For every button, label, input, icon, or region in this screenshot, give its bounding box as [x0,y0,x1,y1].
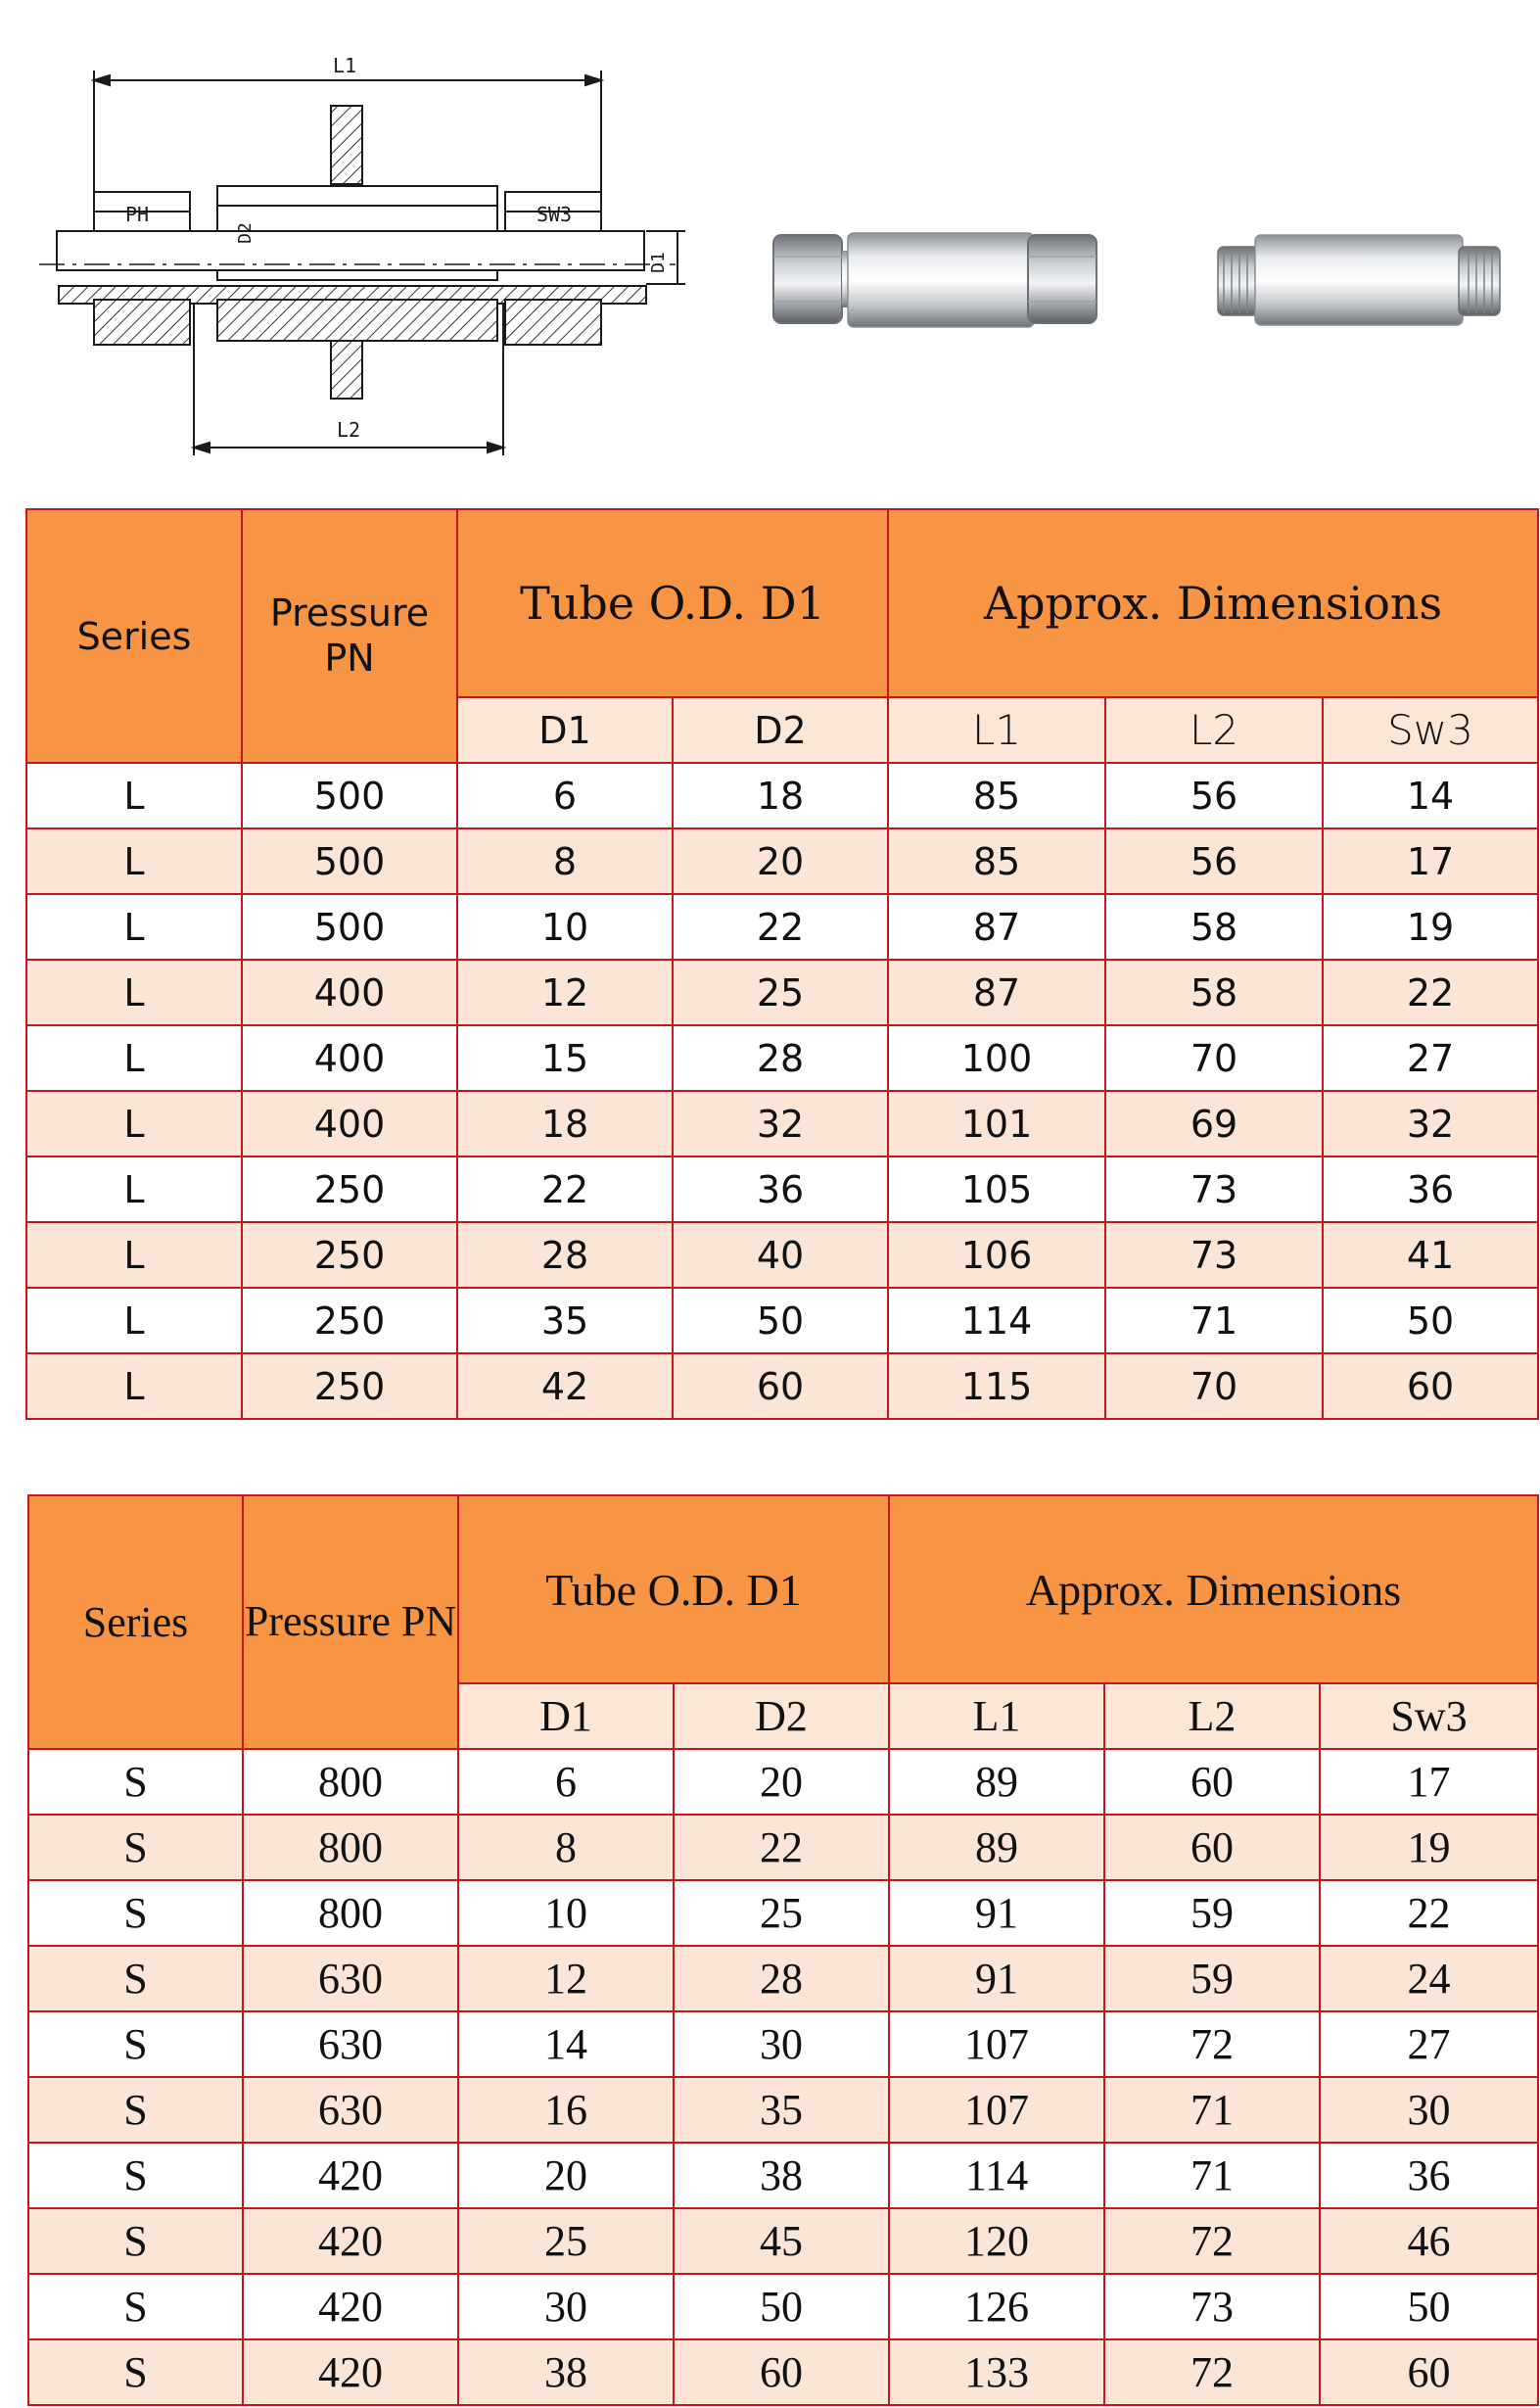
cell-l1: 87 [888,894,1105,960]
cell-l1: 105 [888,1157,1105,1222]
cell-l2: 72 [1104,2011,1320,2077]
header-series: Series [26,509,242,763]
cell-d1: 6 [457,763,673,828]
cell-sw3: 36 [1323,1157,1538,1222]
cell-series: L [26,1025,242,1091]
cell-l2: 69 [1105,1091,1323,1157]
cell-series: L [26,763,242,828]
table-row [28,1880,1538,1946]
table-row [28,2077,1538,2143]
subheader-d2: D2 [673,697,888,763]
cell-d1: 22 [457,1157,673,1222]
cell-l2: 56 [1105,828,1323,894]
cell-l2: 70 [1105,1025,1323,1091]
cell-pressure: 400 [242,1025,457,1091]
cell-sw3: 17 [1320,1749,1538,1815]
photo-fitting-with-nuts [773,233,1097,327]
cell-pressure: 250 [242,1288,457,1353]
table-row [28,2011,1538,2077]
cell-d1: 6 [458,1749,674,1815]
cell-l2: 72 [1104,2208,1320,2274]
cell-series: S [28,2077,243,2143]
cell-l1: 107 [889,2077,1104,2143]
cell-series: L [26,1288,242,1353]
subheader-l2: L2 [1105,697,1323,763]
product-figures [0,0,1540,480]
table-row [26,1353,1538,1419]
cell-l2: 71 [1105,1288,1323,1353]
cell-d2: 25 [674,1880,889,1946]
cell-sw3: 22 [1320,1880,1538,1946]
cell-l2: 60 [1104,1815,1320,1880]
cell-d2: 32 [673,1091,888,1157]
cell-series: L [26,1091,242,1157]
cell-sw3: 22 [1323,960,1538,1025]
header-pressure [242,509,457,763]
photo-threaded-body [1218,235,1500,325]
cell-sw3: 60 [1320,2339,1538,2405]
cell-sw3: 50 [1320,2274,1538,2339]
cell-l1: 85 [888,763,1105,828]
d1-label: D1 [648,252,669,273]
cell-pressure: 630 [243,2011,458,2077]
cell-l2: 60 [1104,1749,1320,1815]
cell-pressure: 250 [242,1157,457,1222]
cell-sw3: 24 [1320,1946,1538,2011]
cell-pressure: 400 [242,1091,457,1157]
cell-pressure: 800 [243,1815,458,1880]
cell-d2: 22 [674,1815,889,1880]
cell-sw3: 19 [1323,894,1538,960]
cell-pressure: 420 [243,2208,458,2274]
cell-l2: 73 [1104,2274,1320,2339]
cell-l1: 89 [889,1815,1104,1880]
cell-d2: 45 [674,2208,889,2274]
cell-pressure: 500 [242,763,457,828]
cell-series: S [28,2143,243,2208]
table-row [26,1157,1538,1222]
cell-d2: 28 [674,1946,889,2011]
cell-d2: 36 [673,1157,888,1222]
cell-d1: 25 [458,2208,674,2274]
spec-table-s-series [27,1494,1539,2406]
table-row [26,763,1538,828]
cell-d1: 18 [457,1091,673,1157]
l1-label: L1 [332,54,357,77]
cell-d1: 12 [457,960,673,1025]
cell-sw3: 41 [1323,1222,1538,1288]
cell-sw3: 19 [1320,1815,1538,1880]
cell-sw3: 36 [1320,2143,1538,2208]
table-row [26,828,1538,894]
cell-sw3: 17 [1323,828,1538,894]
table-row [26,1091,1538,1157]
cell-l1: 115 [888,1353,1105,1419]
cell-series: L [26,828,242,894]
cell-l1: 101 [888,1091,1105,1157]
table-row [26,1025,1538,1091]
cell-series: S [28,2274,243,2339]
header-approx-dimensions: Approx. Dimensions [888,509,1538,697]
cell-d2: 20 [674,1749,889,1815]
sw3-label: SW3 [536,203,573,226]
cell-d1: 8 [458,1815,674,1880]
cell-d2: 22 [673,894,888,960]
table-row [26,960,1538,1025]
cell-l2: 58 [1105,894,1323,960]
cell-l2: 59 [1104,1946,1320,2011]
cell-d1: 12 [458,1946,674,2011]
cell-d2: 28 [673,1025,888,1091]
cell-l1: 107 [889,2011,1104,2077]
subheader-d1: D1 [457,697,673,763]
cell-d2: 35 [674,2077,889,2143]
cell-l2: 70 [1105,1353,1323,1419]
cell-l1: 91 [889,1880,1104,1946]
cell-series: L [26,1157,242,1222]
cell-d1: 30 [458,2274,674,2339]
spec-table-l-series [25,508,1539,1420]
cell-l2: 56 [1105,763,1323,828]
cell-l1: 126 [889,2274,1104,2339]
cell-series: S [28,2339,243,2405]
cell-sw3: 30 [1320,2077,1538,2143]
cell-d1: 10 [458,1880,674,1946]
cell-d2: 20 [673,828,888,894]
header-pressure-label: Pressure PN [244,1597,457,1646]
ph-label: PH [124,203,150,226]
cell-series: L [26,1222,242,1288]
cell-series: L [26,960,242,1025]
cell-d1: 15 [457,1025,673,1091]
header-pressure-label: Pressure PN [269,590,430,680]
cell-sw3: 32 [1323,1091,1538,1157]
cell-l2: 73 [1105,1157,1323,1222]
cell-sw3: 14 [1323,763,1538,828]
cell-l1: 89 [889,1749,1104,1815]
subheader-d1: D1 [458,1683,674,1749]
table-row [26,1288,1538,1353]
d2-label: D2 [235,222,256,244]
cell-d2: 50 [673,1288,888,1353]
cell-d2: 60 [674,2339,889,2405]
cell-d2: 25 [673,960,888,1025]
cell-l1: 106 [888,1222,1105,1288]
cell-series: S [28,2208,243,2274]
table-row [26,1222,1538,1288]
subheader-sw3: Sw3 [1323,697,1538,763]
cell-d1: 20 [458,2143,674,2208]
cell-l2: 59 [1104,1880,1320,1946]
table-row [28,1749,1538,1815]
header-approx-dimensions: Approx. Dimensions [889,1495,1538,1683]
cell-pressure: 250 [242,1222,457,1288]
cell-l2: 73 [1105,1222,1323,1288]
cell-pressure: 500 [242,894,457,960]
cell-sw3: 50 [1323,1288,1538,1353]
cell-d1: 42 [457,1353,673,1419]
header-pressure [243,1495,458,1749]
cell-series: S [28,1749,243,1815]
cell-l1: 91 [889,1946,1104,2011]
cell-l1: 85 [888,828,1105,894]
cell-l2: 72 [1104,2339,1320,2405]
subheader-sw3: Sw3 [1320,1683,1538,1749]
cell-l1: 100 [888,1025,1105,1091]
cell-l1: 133 [889,2339,1104,2405]
cell-pressure: 630 [243,2077,458,2143]
cell-pressure: 420 [243,2274,458,2339]
table-row [28,1815,1538,1880]
cell-pressure: 420 [243,2143,458,2208]
cell-d2: 40 [673,1222,888,1288]
table-row [28,1946,1538,2011]
cell-d1: 28 [457,1222,673,1288]
cell-pressure: 630 [243,1946,458,2011]
cell-series: L [26,1353,242,1419]
header-tube-od: Tube O.D. D1 [458,1495,889,1683]
cell-series: L [26,894,242,960]
cell-pressure: 800 [243,1749,458,1815]
cell-d1: 38 [458,2339,674,2405]
cell-d1: 8 [457,828,673,894]
cell-sw3: 27 [1323,1025,1538,1091]
cell-d2: 18 [673,763,888,828]
cell-series: S [28,2011,243,2077]
cell-series: S [28,1946,243,2011]
cell-pressure: 420 [243,2339,458,2405]
table-row [28,2339,1538,2405]
cell-pressure: 800 [243,1880,458,1946]
subheader-l1: L1 [888,697,1105,763]
cell-d1: 14 [458,2011,674,2077]
cell-pressure: 500 [242,828,457,894]
cell-d1: 10 [457,894,673,960]
cell-l1: 87 [888,960,1105,1025]
header-series: Series [28,1495,243,1749]
cell-l1: 120 [889,2208,1104,2274]
cell-l1: 114 [888,1288,1105,1353]
cell-pressure: 250 [242,1353,457,1419]
cell-l2: 71 [1104,2143,1320,2208]
header-tube-od: Tube O.D. D1 [457,509,888,697]
cell-d1: 16 [458,2077,674,2143]
cell-d2: 30 [674,2011,889,2077]
cell-sw3: 27 [1320,2011,1538,2077]
cell-pressure: 400 [242,960,457,1025]
cell-sw3: 46 [1320,2208,1538,2274]
subheader-l2: L2 [1104,1683,1320,1749]
cell-series: S [28,1880,243,1946]
cell-d1: 35 [457,1288,673,1353]
table-row [28,2143,1538,2208]
cell-series: S [28,1815,243,1880]
technical-drawing [39,71,685,455]
cell-l2: 58 [1105,960,1323,1025]
cell-d2: 50 [674,2274,889,2339]
subheader-d2: D2 [674,1683,889,1749]
subheader-l1: L1 [889,1683,1104,1749]
cell-sw3: 60 [1323,1353,1538,1419]
table-row [26,894,1538,960]
table-row [28,2274,1538,2339]
cell-d2: 38 [674,2143,889,2208]
table-row [28,2208,1538,2274]
cell-d2: 60 [673,1353,888,1419]
cell-l1: 114 [889,2143,1104,2208]
cell-l2: 71 [1104,2077,1320,2143]
l2-label: L2 [336,418,361,442]
